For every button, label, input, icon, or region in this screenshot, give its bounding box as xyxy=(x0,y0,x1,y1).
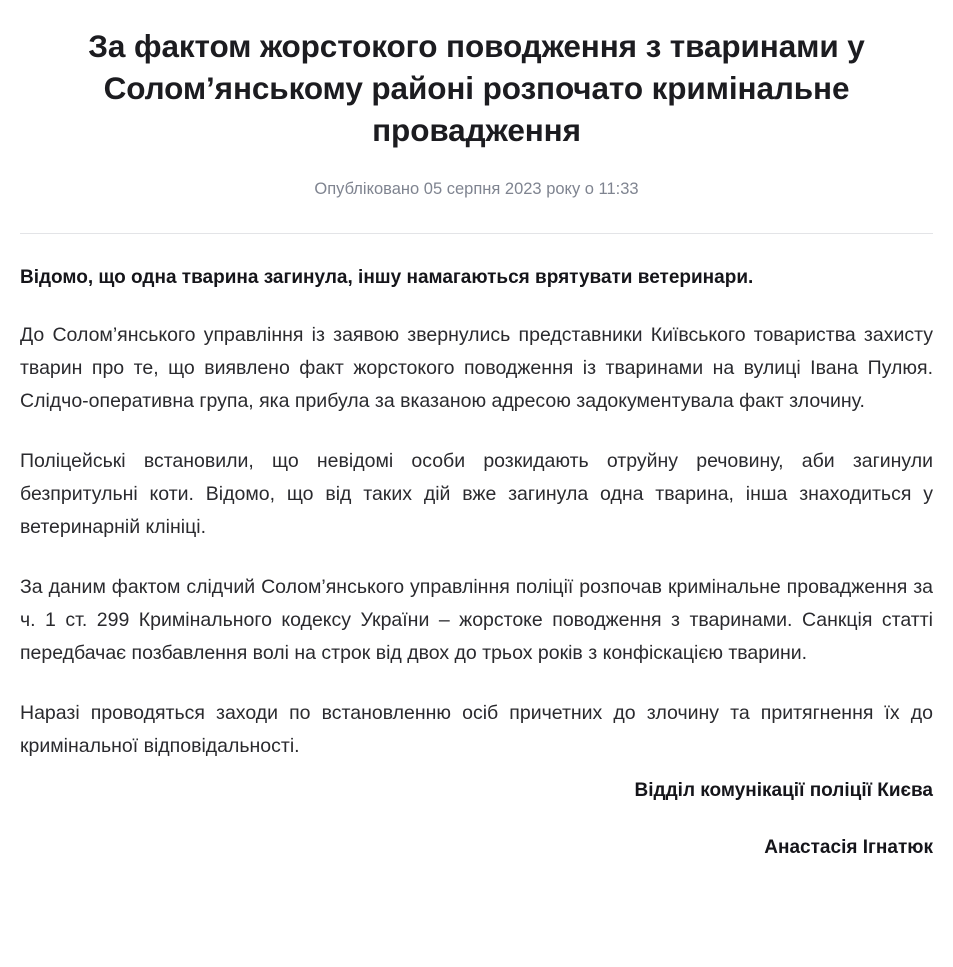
publish-date: Опубліковано 05 серпня 2023 року о 11:33 xyxy=(314,179,639,198)
article-body xyxy=(20,234,933,862)
signature-department: Відділ комунікації поліції Києва xyxy=(634,780,933,802)
article-paragraph-4: Наразі проводяться заходи по встановленню осіб причетних до злочину та притягнення їх до кримінальної відповідальності. xyxy=(20,702,933,758)
article-lead: Відомо, що одна тварина загинула, іншу намагаються врятувати ветеринари. xyxy=(20,266,754,288)
article-paragraph-1: До Солом’янського управління із заявою звернулись представники Київського товариства захисту тварин про те, що виявлено факт жорстокого поводження із тваринами на вулиці Івана Пулюя. Слідчо-оперативна група, яка прибула за вказаною адресою задокументувала факт злочину. xyxy=(20,324,933,413)
signature-author: Анастасія Ігнатюк xyxy=(764,836,933,858)
signature-block xyxy=(20,763,933,862)
page-title: За фактом жорстокого поводження з тваринами у Солом’янському районі розпочато кримінальне провадження xyxy=(88,28,865,148)
article-paragraph-3: За даним фактом слідчий Солом’янського управління поліції розпочав кримінальне провадження за ч. 1 ст. 299 Кримінального кодексу України – жорстоке поводження з тваринами. Санкція статті передбачає позбавлення волі на строк від двох до трьох років з конфіскацією тварини. xyxy=(20,576,933,665)
article-paragraph-2: Поліцейські встановили, що невідомі особи розкидають отруйну речовину, аби загинули безпритульні коти. Відомо, що від таких дій вже загинула одна тварина, інша знаходиться у ветеринарній клініці. xyxy=(20,450,933,539)
